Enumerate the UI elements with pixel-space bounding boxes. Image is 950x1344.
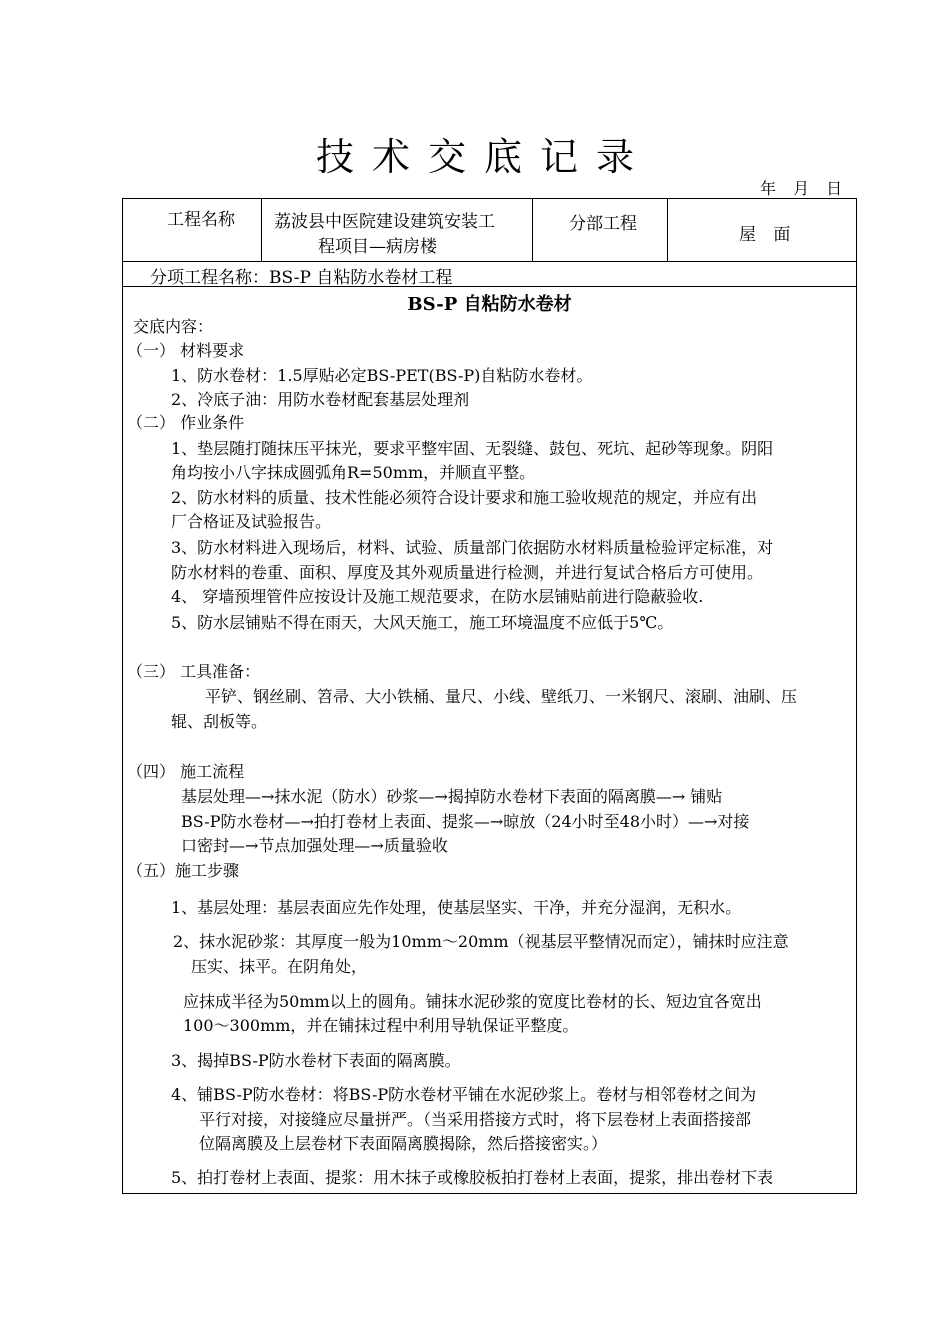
header-row <box>123 199 856 262</box>
content-line: 5、防水层铺贴不得在雨天，大风天施工，施工环境温度不应低于5℃。 <box>171 613 674 632</box>
content-line: 基层处理—→抹水泥（防水）砂浆—→揭掉防水卷材下表面的隔离膜—→ 铺贴 <box>181 787 723 806</box>
content-line: （三） 工具准备： <box>127 662 261 681</box>
content-line: 1、垫层随打随抹压平抹光，要求平整牢固、无裂缝、鼓包、死坑、起砂等现象。阴阳 <box>171 439 774 458</box>
content-line: 压实、抹平。在阴角处， <box>191 957 368 976</box>
content-line: 交底内容： <box>133 317 214 336</box>
document-title: 技术交底记录 <box>315 135 652 179</box>
content-subtitle: BS-P 自粘防水卷材 <box>407 294 572 315</box>
content-line: 3、防水材料进入现场后，材料、试验、质量部门依据防水材料质量检验评定标准，对 <box>171 538 774 557</box>
sub-project-value: 屋 面 <box>739 225 797 245</box>
content-line: 厂合格证及试验报告。 <box>171 512 332 531</box>
sub-project-value-cell <box>668 199 856 261</box>
content-line: 4、 穿墙预埋管件应按设计及施工规范要求，在防水层铺贴前进行隐蔽验收. <box>171 587 704 606</box>
content-line: 2、防水材料的质量、技术性能必须符合设计要求和施工验收规范的规定，并应有出 <box>171 488 758 507</box>
content-line: 口密封—→节点加强处理—→质量验收 <box>181 836 448 855</box>
item-row <box>123 261 856 287</box>
project-name-label: 工程名称 <box>167 210 235 230</box>
project-name-label-cell <box>123 199 262 261</box>
sub-project-label-cell <box>533 199 668 261</box>
content-line: （一） 材料要求 <box>127 341 245 360</box>
content-line: 100～300mm，并在铺抹过程中利用导轨保证平整度。 <box>183 1016 579 1035</box>
content-line: （四） 施工流程 <box>127 762 245 781</box>
content-line: 3、揭掉BS-P防水卷材下表面的隔离膜。 <box>171 1051 461 1070</box>
content-line: 防水材料的卷重、面积、厚度及其外观质量进行检测，并进行复试合格后方可使用。 <box>171 563 764 582</box>
content-line: 平铲、钢丝刷、笤帚、大小铁桶、量尺、小线、壁纸刀、一米钢尺、滚刷、油刷、压 <box>205 687 798 706</box>
content-line: 2、冷底子油：用防水卷材配套基层处理剂 <box>171 390 470 409</box>
record-table <box>122 198 857 1194</box>
content-line: 角均按小八字抹成圆弧角R=50mm，并顺直平整。 <box>171 463 536 482</box>
content-line: 辊、刮板等。 <box>171 712 268 731</box>
content-area <box>123 287 856 1193</box>
sub-project-label: 分部工程 <box>569 214 637 234</box>
content-line: 5、拍打卷材上表面、提浆：用木抹子或橡胶板拍打卷材上表面，提浆，排出卷材下表 <box>171 1168 774 1187</box>
project-name-cell <box>262 199 533 261</box>
project-name-line1: 荔波县中医院建设建筑安装工 <box>274 212 495 232</box>
content-line: 平行对接，对接缝应尽量拼严。（当采用搭接方式时，将下层卷材上表面搭接部 <box>199 1110 752 1129</box>
content-line: 应抹成半径为50mm以上的圆角。铺抹水泥砂浆的宽度比卷材的长、短边宜各宽出 <box>183 992 762 1011</box>
content-line: 位隔离膜及上层卷材下表面隔离膜揭除，然后搭接密实。） <box>199 1134 608 1153</box>
content-line: 1、基层处理：基层表面应先作处理，使基层坚实、干净，并充分湿润，无积水。 <box>171 898 742 917</box>
content-line: 4、铺BS-P防水卷材：将BS-P防水卷材平铺在水泥砂浆上。卷材与相邻卷材之间为 <box>171 1085 757 1104</box>
content-line: 1、防水卷材：1.5厚贴必定BS-PET(BS-P)自粘防水卷材。 <box>171 366 593 385</box>
content-line: BS-P防水卷材—→拍打卷材上表面、提浆—→晾放（24小时至48小时）—→对接 <box>181 812 750 831</box>
item-name-line: 分项工程名称：BS-P 自粘防水卷材工程 <box>150 268 453 288</box>
project-name-line2: 程项目—病房楼 <box>318 237 437 257</box>
content-line: （二） 作业条件 <box>127 413 245 432</box>
content-line: 2、抹水泥砂浆：其厚度一般为10mm～20mm（视基层平整情况而定），铺抹时应注意 <box>173 932 789 951</box>
content-line: （五）施工步骤 <box>127 861 240 880</box>
date-label: 年 月 日 <box>760 179 843 198</box>
